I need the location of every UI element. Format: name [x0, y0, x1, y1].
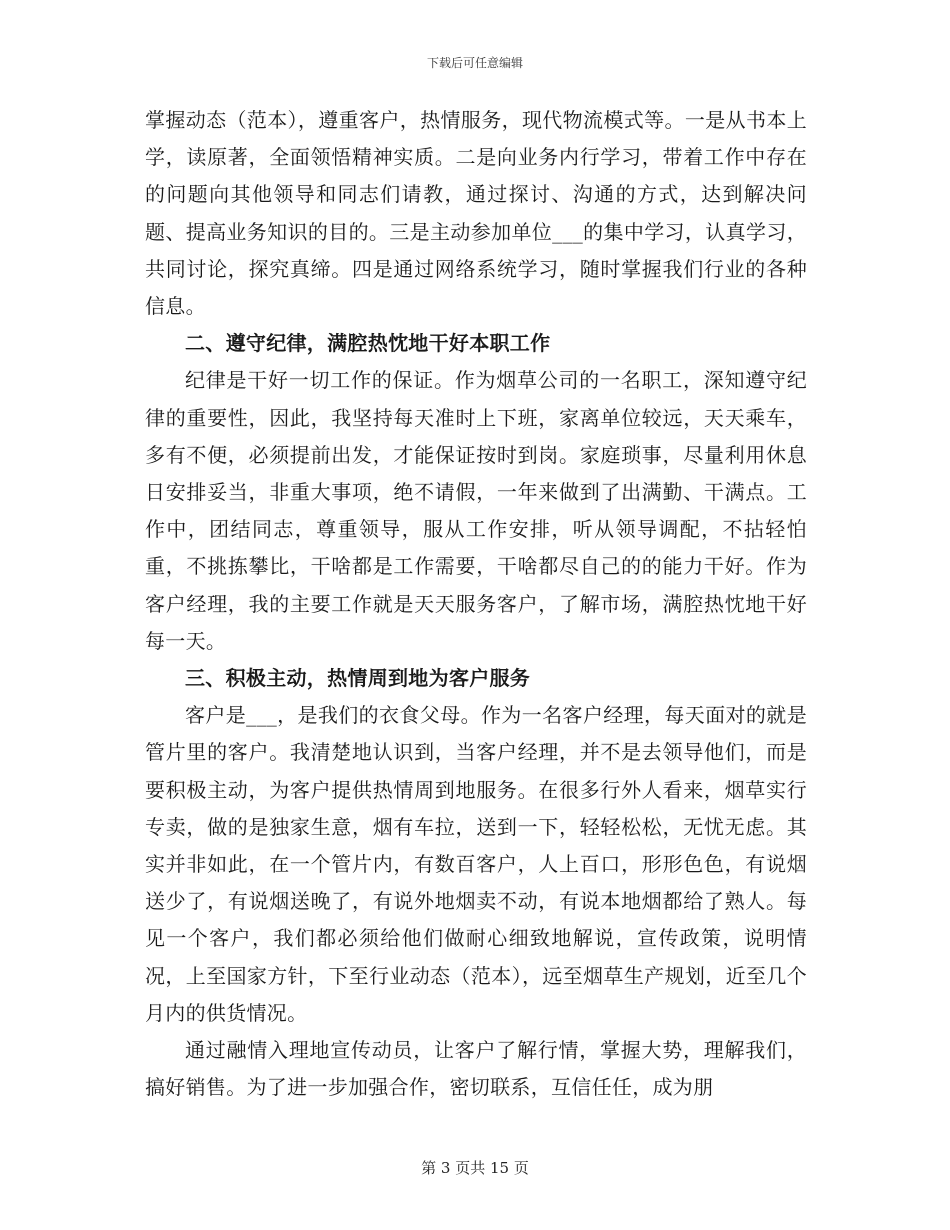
paragraph-3: 客户是___，是我们的衣食父母。作为一名客户经理，每天面对的就是管片里的客户。我清楚地认识到，当客户经理，并不是去领导他们，而是要积极主动，为客户提供热情周到地服务。在很多行外人看来，烟草实行专卖，做的是独家生意，烟有车拉，送到一下，轻轻松松，无忧无虑。其实并非如此，在一个管片内，有数百客户，人上百口，形形色色，有说烟送少了，有说烟送晚了，有说外地烟卖不动，有说本地烟都给了熟人。每见一个客户，我们都必须给他们做耐心细致地解说，宣传政策，说明情况，上至国家方针，下至行业动态（范本），远至烟草生产规划，近至几个月内的供货情况。	[145, 703, 807, 1025]
section-heading-3: 三、积极主动，热情周到地为客户服务	[185, 666, 531, 691]
paragraph-2: 纪律是干好一切工作的保证。作为烟草公司的一名职工，深知遵守纪律的重要性，因此，我坚持每天准时上下班，家离单位较远，天天乘车，多有不便，必须提前出发，才能保证按时到岗。家庭琐事，尽量利用休息日安排妥当，非重大事项，绝不请假，一年来做到了出满勤、干满点。工作中，团结同志，尊重领导，服从工作安排，听从领导调配，不拈轻怕重，不挑拣攀比，干啥都是工作需要，干啥都尽自己的的能力干好。作为客户经理，我的主要工作就是天天服务客户，了解市场，满腔热忱地干好每一天。	[145, 368, 807, 653]
document-body	[145, 102, 807, 1106]
page-footer: 第 3 页共 15 页	[421, 1159, 529, 1177]
paragraph-4: 通过融情入理地宣传动员，让客户了解行情，掌握大势，理解我们，搞好销售。为了进一步加强合作，密切联系，互信任任，成为朋	[145, 1038, 807, 1100]
paragraph-1: 掌握动态（范本），遵重客户，热情服务，现代物流模式等。一是从书本上学，读原著，全面领悟精神实质。二是向业务内行学习，带着工作中存在的问题向其他领导和同志们请教，通过探讨、沟通的方式，达到解决问题、提高业务知识的目的。三是主动参加单位___的集中学习，认真学习，共同讨论，探究真缔。四是通过网络系统学习，随时掌握我们行业的各种信息。	[145, 108, 807, 319]
page-header: 下载后可任意编辑	[426, 56, 523, 70]
section-heading-2: 二、遵守纪律，满腔热忱地干好本职工作	[185, 331, 551, 356]
